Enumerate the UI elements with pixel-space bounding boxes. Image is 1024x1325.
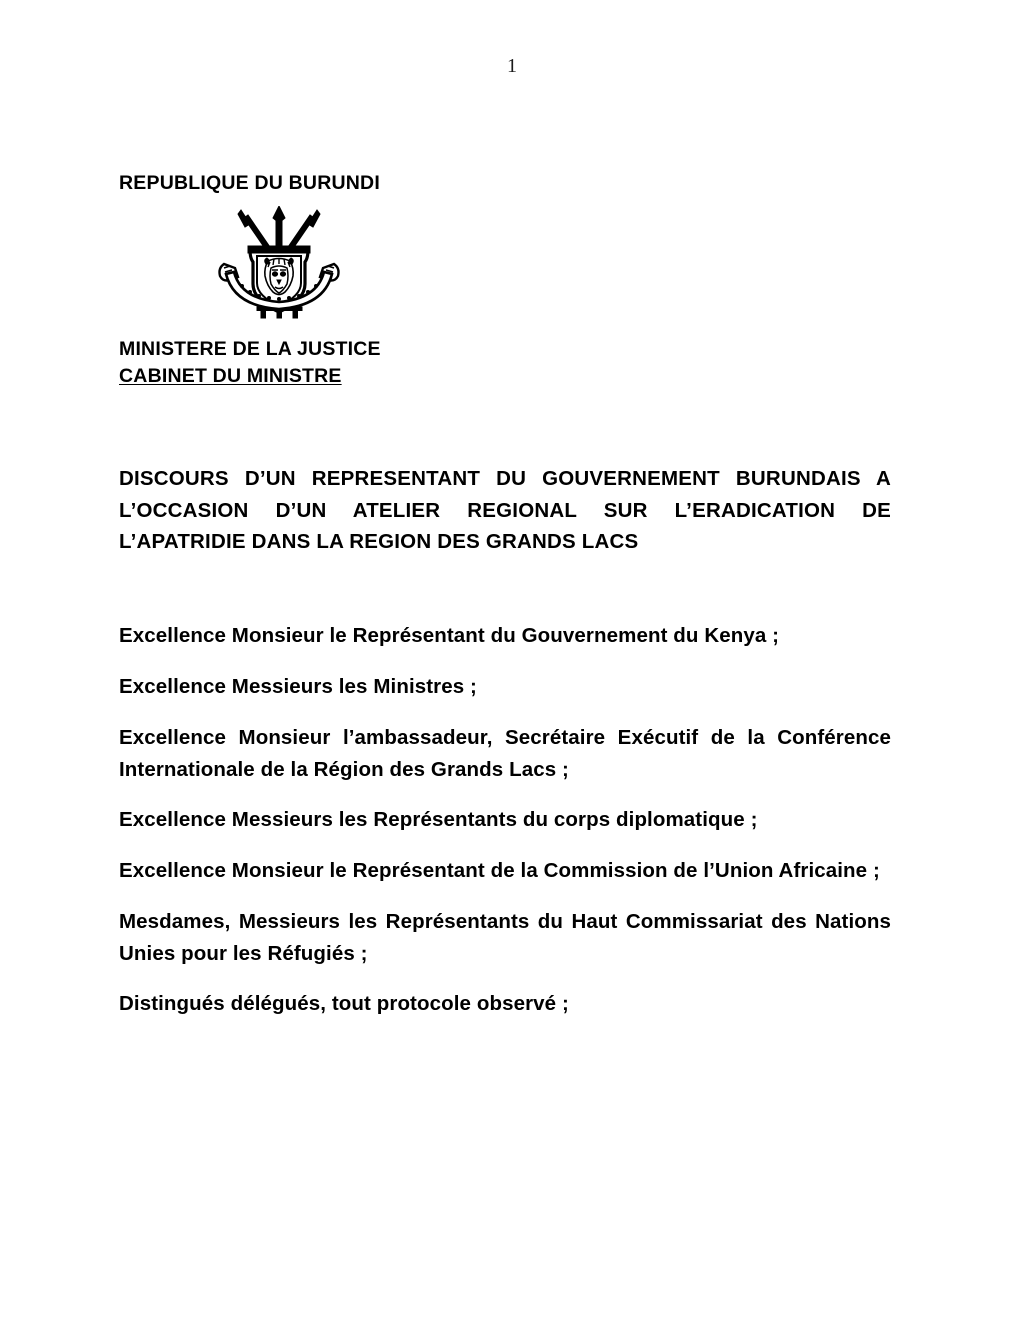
republic-heading: REPUBLIQUE DU BURUNDI: [119, 172, 380, 194]
salutation-kenya-government-rep: Excellence Monsieur le Représentant du Gouvernement du Kenya ;: [119, 624, 780, 648]
salutation-list: [119, 620, 891, 1020]
coat-of-arms-icon: [214, 206, 344, 324]
salutation-delegates: Distingués délégués, tout protocole observé ;: [119, 992, 569, 1016]
cabinet-heading: CABINET DU MINISTRE: [119, 364, 342, 387]
salutation-ministers: Excellence Messieurs les Ministres ;: [119, 675, 477, 698]
document-title: DISCOURS D’UN REPRESENTANT DU GOUVERNEMENT BURUNDAIS A L’OCCASION D’UN ATELIER REGIONAL SUR L’ERADICATION DE L’APATRIDIE DANS LA REGION DES GRANDS LACS: [119, 466, 891, 554]
ministry-heading: MINISTERE DE LA JUSTICE: [119, 338, 381, 361]
ministry-heading-block: [119, 336, 891, 389]
coat-of-arms-container: [119, 206, 891, 324]
salutation-african-union-commission: Excellence Monsieur le Représentant de la Commission de l’Union Africaine ;: [119, 859, 880, 883]
salutation-unhcr: Mesdames, Messieurs les Représentants du Haut Commissariat des Nations Unies pour les Réfugiés ;: [119, 909, 891, 965]
salutation-diplomatic-corps: Excellence Messieurs les Représentants du corps diplomatique ;: [119, 808, 758, 832]
title-spacer: [119, 389, 891, 463]
salutation-icglr-executive-secretary: Excellence Monsieur l’ambassadeur, Secrétaire Exécutif de la Conférence Internationale de la Région des Grands Lacs ;: [119, 725, 891, 781]
document-content: [119, 170, 891, 1020]
page-number: 1: [507, 55, 517, 77]
